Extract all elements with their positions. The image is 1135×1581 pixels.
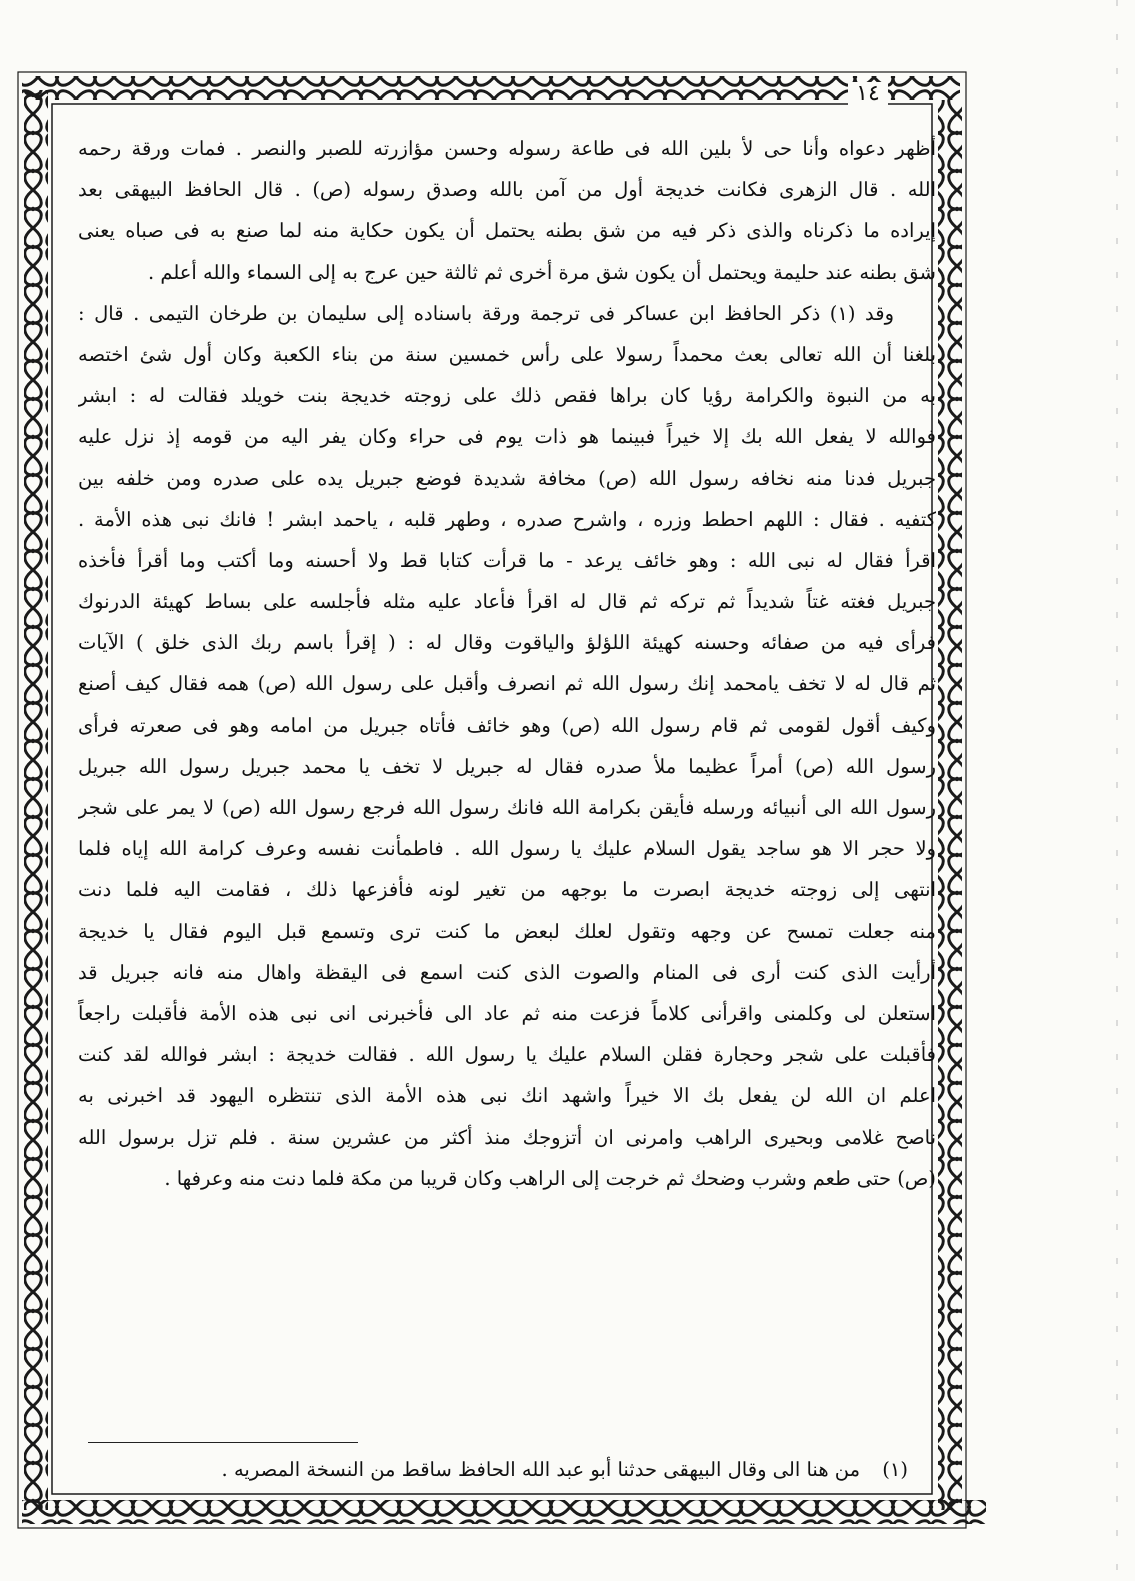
footnote-marker: (١) (882, 1458, 908, 1481)
footnote-text: من هنا الى وقال البيهقى حدثنا أبو عبد الله الحافظ ساقط من النسخة المصريه . (221, 1458, 861, 1481)
text-line: رسول الله (ص) أمراً عظيما ملأ صدره فقال له جبريل لا تخف يا محمد جبريل رسول الله جبريل (78, 754, 936, 778)
text-line: به من النبوة والكرامة رؤيا كان براها فقص ذلك على زوجته خديجة بنت خويلد فقالت له : ابشر (78, 384, 936, 408)
text-line: إيراده ما ذكرناه والذى ذكر فيه من شق بطنه يحتمل أن يكون حكاية منه لما صنع به فى صباه يعنى (78, 219, 936, 243)
page-number: ١٤ (848, 82, 888, 106)
border-left (24, 90, 48, 1510)
footnote-divider (88, 1442, 358, 1443)
text-line: بلغنا أن الله تعالى بعث محمداً رسولا على رأس خمسين سنة من بناء الكعبة وكان أول شئ اختصه (78, 342, 936, 366)
text-line: ثم قال له لا تخف يامحمد إنك رسول الله ثم انصرف وأقبل على رسول الله (ص) همه فقال كيف أصنع (78, 672, 936, 696)
text-line: رسول الله الى أنبيائه ورسله فأيقن بكرامة الله فانك رسول الله فرجع رسول الله (ص) لا يمر على شجر (78, 796, 936, 819)
text-line: جبريل فغته غتاً شديداً ثم تركه ثم قال له اقرأ فأعاد عليه مثله فأجلسه على بساط كهيئة الدرنوك (78, 590, 936, 614)
text-line: فأقبلت على شجر وحجارة فقلن السلام عليك يا رسول الله . فقالت خديجة : ابشر فوالله لقد كنت (78, 1043, 936, 1067)
text-line: (ص) حتى طعم وشرب وضحك ثم خرجت إلى الراهب وكان قريبا من مكة فلما دنت منه وعرفها . (164, 1166, 936, 1190)
text-line: كتفيه . فقال : اللهم احطط وزره ، واشرح صدره ، وطهر قلبه ، ياحمد ابشر ! فانك نبى هذه الأمة . (78, 507, 936, 531)
text-line: انتهى إلى زوجته خديجة ابصرت ما بوجهه من تغير لونه فأفزعها ذلك ، فقامت اليه فلما دنت (78, 878, 936, 902)
text-line: فوالله لا يفعل الله بك إلا خيراً فبينما هو ذات يوم فى حراء وكان يفر اليه من قومه إذ نزل عليه (78, 425, 936, 449)
text-line: جبريل فدنا منه نخافه رسول الله (ص) مخافة شديدة فوضع جبريل يده على صدره ومن خلفه بين (78, 466, 936, 490)
text-line: ولا حجر الا هو ساجد يقول السلام عليك يا رسول الله . فاطمأنت نفسه وعرف كرامة الله إياه فلما (78, 837, 936, 861)
text-line: وكيف أقول لقومى ثم قام رسول الله (ص) وهو خائف فأتاه جبريل من امامه وهو فى صعرته فرأى (78, 713, 936, 737)
text-line: فرأى فيه من صفائه وحسنه كهيئة اللؤلؤ والياقوت وقال له : ( إقرأ باسم ربك الذى خلق ) الآيات (78, 631, 936, 655)
text-line: ناصح غلامى وبحيرى الراهب وامرنى ان أتزوجك منذ أكثر من عشرين سنة . فلم تزل برسول الله (78, 1125, 936, 1149)
text-line: شق بطنه عند حليمة ويحتمل أن يكون شق مرة أخرى ثم ثالثة حين عرج به إلى السماء والله أعلم . (147, 260, 936, 284)
text-line: استعلن لى وكلمنى واقرأنى كلاماً فزعت منه ثم عاد الى فأخبرنى انى نبى هذه الأمة فأقبلت راجعاً (78, 1001, 936, 1025)
border-bottom (22, 1500, 986, 1524)
text-line: اعلم ان الله لن يفعل بك الا خيراً واشهد انك نبى هذه الأمة الذى تنتظره اليهود قد اخبرنى به (78, 1084, 936, 1108)
text-line: الله . قال الزهرى فكانت خديجة أول من آمن بالله وصدق رسوله (ص) . قال الحافظ البيهقى بعد (78, 178, 936, 202)
text-line: أرأيت الذى كنت أرى فى المنام والصوت الذى كنت اسمع فى اليقظة واهال منه فانه جبريل قد (78, 960, 936, 984)
text-line: منه جعلت تمسح عن وجهه وتقول لعلك لبعض ما كنت ترى وتسمع قبل اليوم فقال يا خديجة (78, 919, 936, 943)
border-right (938, 100, 962, 1510)
scan-edge-marks (1115, 0, 1119, 1581)
text-line: أظهر دعواه وأنا حى لأ بلين الله فى طاعة رسوله وحسن مؤازرته للصبر والنصر . فمات ورقة رحمه (78, 137, 936, 160)
text-line: اقرأ فقال له نبى الله : وهو خائف يرعد - ما قرأت كتابا قط ولا أحسنه وما أكتب وما أقرأ فأخذه (78, 548, 936, 572)
border-top (22, 76, 960, 100)
main-text (78, 128, 936, 1428)
footnote (170, 1450, 908, 1490)
text-line: وقد (١) ذكر الحافظ ابن عساكر فى ترجمة ورقة باسناده إلى سليمان بن طرخان التيمى . قال : (78, 301, 894, 325)
